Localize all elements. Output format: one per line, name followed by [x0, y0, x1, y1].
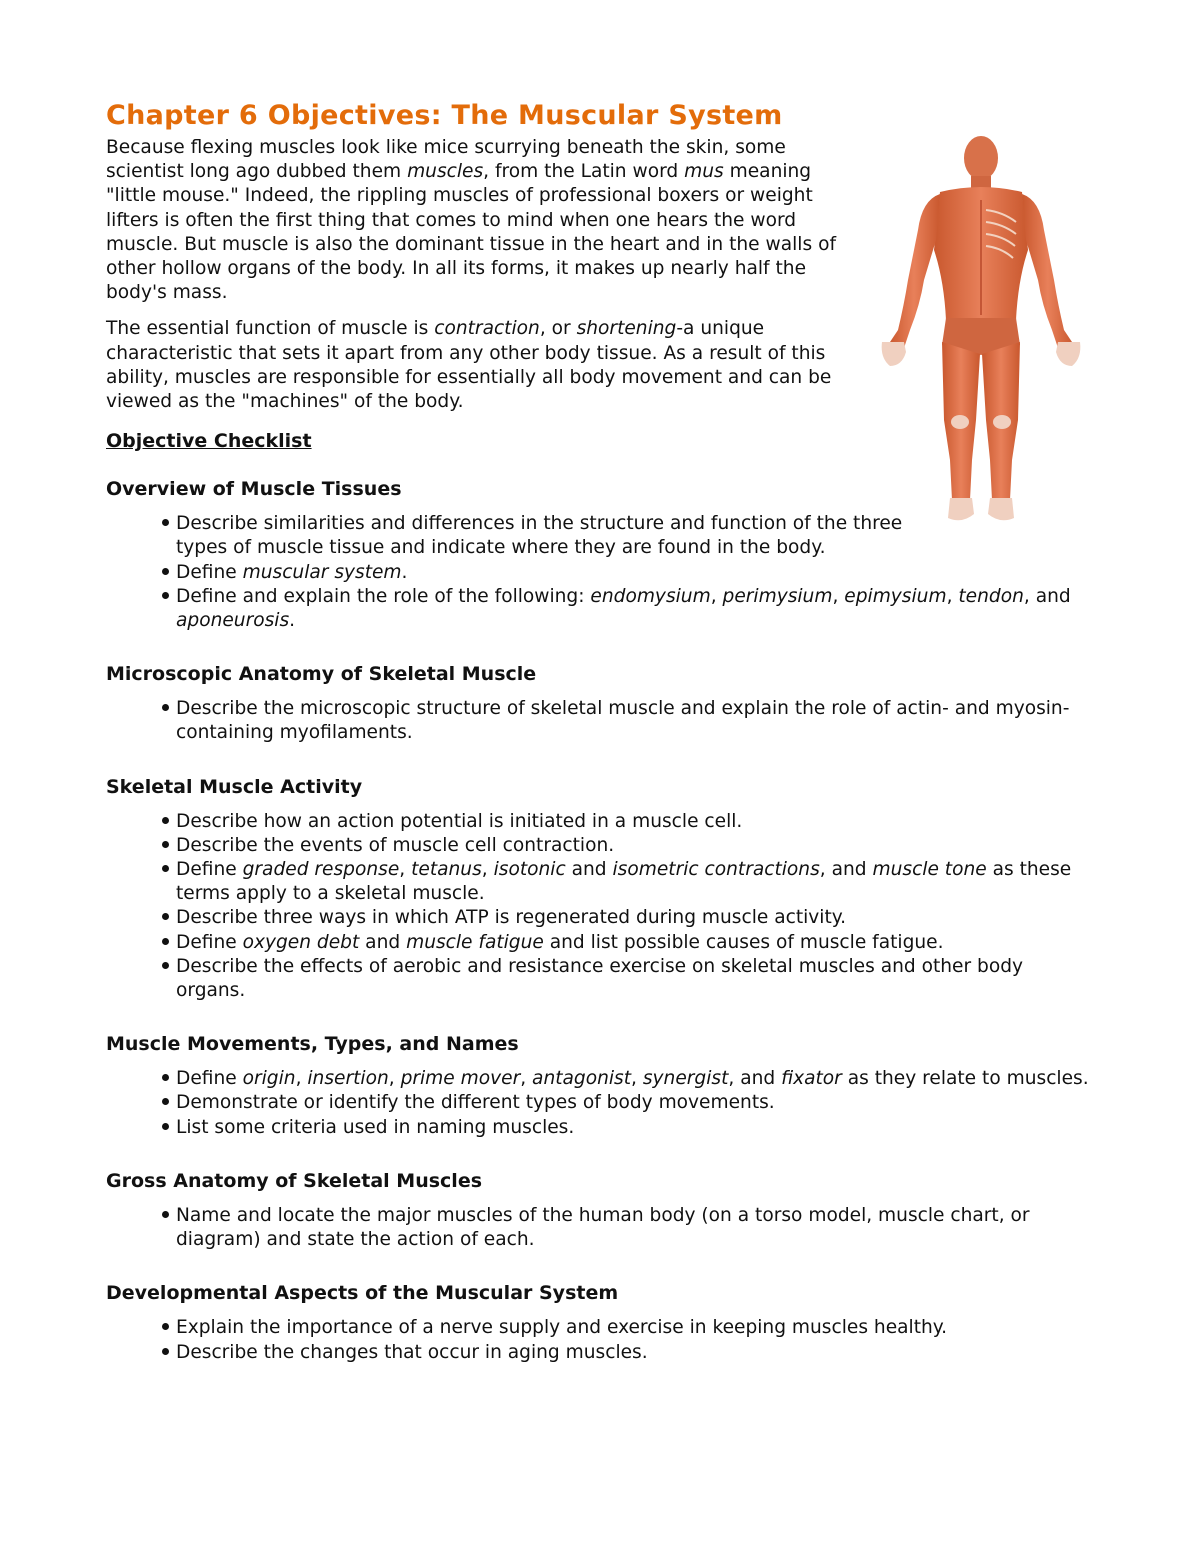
- text-run: ,: [481, 859, 494, 881]
- objective-item: [106, 1204, 1096, 1252]
- text-run: .: [289, 610, 296, 632]
- italic-term: muscle tone: [872, 859, 987, 881]
- italic-term: tetanus: [411, 859, 482, 881]
- page-title: Chapter 6 Objectives: The Muscular System: [106, 100, 783, 131]
- italic-term: mus: [684, 161, 724, 183]
- text-run: -a unique characteristic that sets it apart from any other body tissue. As a result of this ability, muscles are responsible for essentially all body movement and can be viewed as the "machines" of the body.: [106, 318, 832, 413]
- text-run: List some criteria used in naming muscles.: [176, 1116, 575, 1138]
- italic-term: perimysium: [722, 585, 833, 607]
- objective-item: [106, 697, 1096, 745]
- section-title: Gross Anatomy of Skeletal Muscles: [106, 1169, 483, 1192]
- italic-term: oxygen debt: [242, 931, 360, 953]
- text-run: Define: [176, 1068, 243, 1090]
- italic-term: contraction: [434, 318, 540, 340]
- text-run: Describe three ways in which ATP is regenerated during muscle activity.: [176, 907, 847, 929]
- objective-sections: [106, 476, 1096, 1378]
- text-run: Demonstrate or identify the different types of body movements.: [176, 1092, 775, 1114]
- text-run: , and: [819, 859, 873, 881]
- text-run: ,: [631, 1068, 643, 1090]
- text-run: ,: [710, 585, 723, 607]
- italic-term: fixator: [781, 1068, 842, 1090]
- italic-term: muscle fatigue: [406, 931, 544, 953]
- text-run: as they relate to muscles.: [841, 1068, 1089, 1090]
- italic-term: aponeurosis: [176, 610, 290, 632]
- intro-paragraph-1: [106, 136, 866, 305]
- text-run: ,: [520, 1068, 533, 1090]
- text-run: Name and locate the major muscles of the human body (on a torso model, muscle chart, or diagram) and state the action of each.: [176, 1204, 1030, 1251]
- text-run: ,: [946, 585, 959, 607]
- objective-item: [106, 1316, 1096, 1340]
- checklist-title: Objective Checklist: [106, 430, 312, 453]
- text-run: and list possible causes of muscle fatigue.: [543, 931, 944, 953]
- objective-item: [106, 561, 1096, 585]
- italic-term: endomysium: [590, 585, 711, 607]
- italic-term: muscular system: [242, 561, 402, 583]
- text-run: Because flexing muscles look like mice scurrying beneath the skin, some scientist long ago dubbed them: [106, 137, 786, 183]
- objective-item: [106, 1067, 1096, 1091]
- section-title: Microscopic Anatomy of Skeletal Muscle: [106, 663, 537, 686]
- text-run: ,: [399, 859, 412, 881]
- text-run: .: [401, 561, 408, 583]
- text-run: Explain the importance of a nerve supply and exercise in keeping muscles healthy.: [176, 1317, 948, 1339]
- italic-term: insertion: [307, 1068, 389, 1090]
- text-run: Describe the microscopic structure of skeletal muscle and explain the role of actin- and myosin-containing myofilaments.: [176, 698, 1070, 744]
- text-run: ,: [388, 1068, 401, 1090]
- objective-list: [106, 1067, 1096, 1140]
- italic-term: muscles: [407, 161, 484, 183]
- italic-term: graded response: [242, 859, 400, 881]
- italic-term: epimysium: [844, 585, 947, 607]
- section-title: Developmental Aspects of the Muscular System: [106, 1282, 619, 1305]
- text-run: Define: [176, 859, 243, 881]
- italic-term: tendon: [958, 585, 1024, 607]
- text-run: meaning "little mouse." Indeed, the rippling muscles of professional boxers or weight lifters is often the first thing that comes to mind when one hears the word muscle. But muscle is also the dominant tissue in the heart and in the walls of other hollow organs of the body. In all its forms, it makes up nearly half the body's mass.: [106, 161, 836, 304]
- objective-item: [106, 585, 1096, 633]
- italic-term: shortening: [576, 318, 677, 340]
- objective-item: [106, 810, 1096, 834]
- objective-item: [106, 931, 1096, 955]
- objective-list: [106, 512, 1096, 633]
- text-run: , from the Latin word: [483, 161, 685, 183]
- objective-item: [106, 1341, 1096, 1365]
- section-title: Skeletal Muscle Activity: [106, 775, 363, 798]
- objective-list: [106, 697, 1096, 745]
- text-run: as these terms apply to a skeletal muscle.: [176, 859, 1072, 905]
- italic-term: isotonic: [493, 859, 566, 881]
- objective-list: [106, 1316, 1096, 1364]
- italic-term: synergist: [642, 1068, 729, 1090]
- text-run: The essential function of muscle is: [106, 318, 435, 340]
- intro-paragraph-2: [106, 317, 866, 414]
- objective-item: [106, 858, 1096, 906]
- text-run: , and: [728, 1068, 782, 1090]
- section-title: Overview of Muscle Tissues: [106, 478, 402, 501]
- text-run: , or: [539, 318, 577, 340]
- objective-item: [106, 1091, 1096, 1115]
- objective-list: [106, 810, 1096, 1004]
- text-run: Describe the effects of aerobic and resistance exercise on skeletal muscles and other body organs.: [176, 955, 1024, 1002]
- text-run: Describe how an action potential is initiated in a muscle cell.: [176, 810, 743, 832]
- text-run: ,: [832, 585, 845, 607]
- text-run: ,: [295, 1068, 308, 1090]
- text-run: Define: [176, 931, 243, 953]
- italic-term: antagonist: [532, 1068, 632, 1090]
- text-run: and: [565, 859, 613, 881]
- objective-item: [106, 512, 936, 560]
- text-run: , and: [1023, 585, 1071, 607]
- objective-item: [106, 1116, 1096, 1140]
- text-run: Define: [176, 561, 243, 583]
- muscular-system-figure: [878, 130, 1084, 530]
- objective-list: [106, 1204, 1096, 1252]
- text-run: Describe the events of muscle cell contraction.: [176, 834, 615, 856]
- italic-term: prime mover: [400, 1068, 521, 1090]
- section-title: Muscle Movements, Types, and Names: [106, 1033, 519, 1056]
- text-run: Describe similarities and differences in the structure and function of the three types of muscle tissue and indicate where they are found in the body.: [176, 513, 903, 559]
- objective-item: [106, 955, 1096, 1003]
- italic-term: isometric contractions: [612, 859, 820, 881]
- objective-item: [106, 906, 1096, 930]
- text-run: Define and explain the role of the following:: [176, 585, 591, 607]
- text-run: and: [359, 931, 407, 953]
- text-run: Describe the changes that occur in aging muscles.: [176, 1341, 648, 1363]
- italic-term: origin: [242, 1068, 296, 1090]
- objective-item: [106, 834, 1096, 858]
